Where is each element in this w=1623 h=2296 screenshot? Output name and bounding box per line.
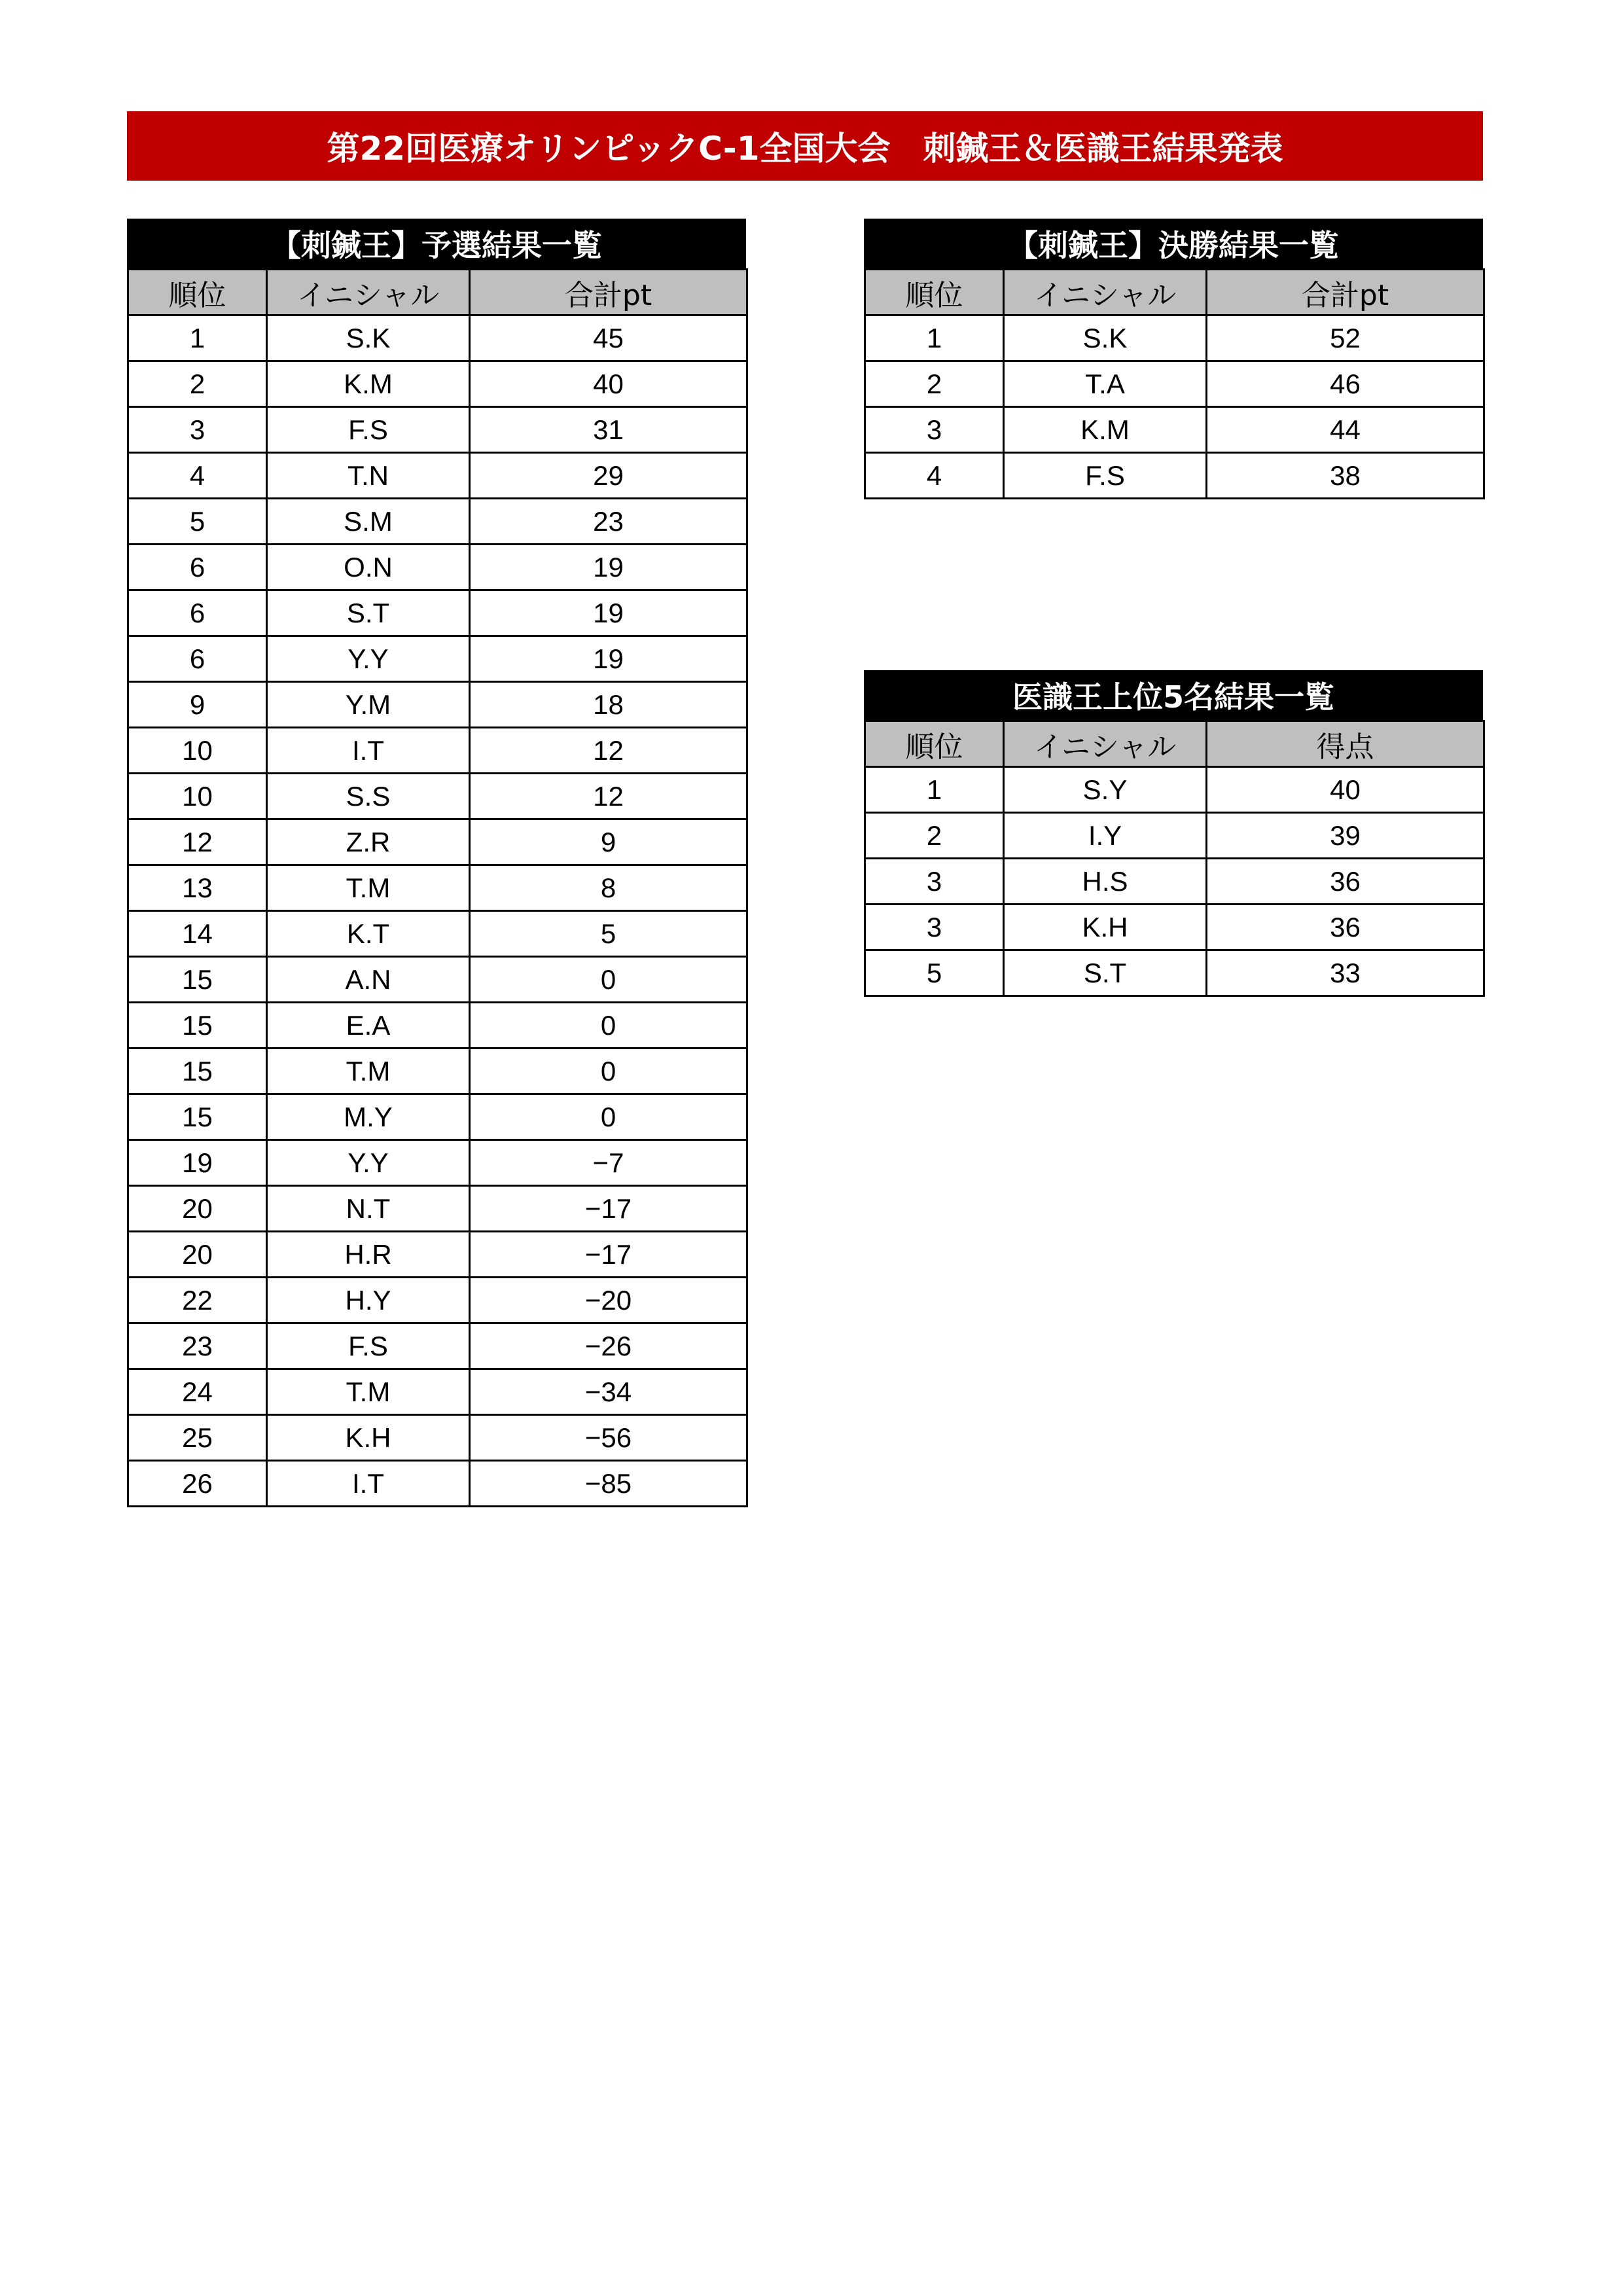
initials-cell: T.M [267, 865, 470, 911]
score-cell: −56 [470, 1415, 747, 1461]
table-header-row [128, 270, 747, 315]
table-row [128, 819, 747, 865]
table-row [865, 315, 1484, 361]
initials-cell: I.Y [1004, 813, 1207, 859]
score-cell: 0 [470, 1049, 747, 1094]
prelim-results-block [127, 219, 746, 1507]
initials-cell: A.N [267, 957, 470, 1003]
prelim-results-table [127, 268, 748, 1507]
table-row [865, 767, 1484, 813]
rank-cell: 3 [865, 905, 1004, 950]
initials-cell: O.N [267, 545, 470, 590]
initials-cell: K.H [267, 1415, 470, 1461]
rank-cell: 10 [128, 728, 267, 774]
ishiki-results-table [864, 720, 1485, 997]
initials-cell: Y.M [267, 682, 470, 728]
column-header: イニシャル [1004, 721, 1207, 767]
score-cell: −17 [470, 1186, 747, 1232]
rank-cell: 14 [128, 911, 267, 957]
table-row [128, 774, 747, 819]
rank-cell: 23 [128, 1323, 267, 1369]
column-header: イニシャル [1004, 270, 1207, 315]
initials-cell: I.T [267, 728, 470, 774]
score-cell: 12 [470, 774, 747, 819]
score-cell: −85 [470, 1461, 747, 1507]
rank-cell: 1 [128, 315, 267, 361]
table-row [865, 453, 1484, 499]
score-cell: 29 [470, 453, 747, 499]
score-cell: −34 [470, 1369, 747, 1415]
table-row [128, 407, 747, 453]
table-row [128, 590, 747, 636]
rank-cell: 20 [128, 1232, 267, 1278]
table-header-row [865, 270, 1484, 315]
table-row [128, 315, 747, 361]
rank-cell: 3 [865, 407, 1004, 453]
table-header-row [865, 721, 1484, 767]
page-title-banner [127, 111, 1483, 181]
table-row [128, 1461, 747, 1507]
table-row [128, 1003, 747, 1049]
final-results-title: 【刺鍼王】決勝結果一覧 [864, 219, 1483, 268]
initials-cell: S.T [1004, 950, 1207, 996]
table-row [128, 1140, 747, 1186]
initials-cell: S.T [267, 590, 470, 636]
table-row [128, 1094, 747, 1140]
initials-cell: K.H [1004, 905, 1207, 950]
table-row [865, 859, 1484, 905]
rank-cell: 26 [128, 1461, 267, 1507]
initials-cell: K.M [1004, 407, 1207, 453]
page-title: 第22回医療オリンピックC-1全国大会 刺鍼王＆医識王結果発表 [327, 130, 1283, 168]
initials-cell: E.A [267, 1003, 470, 1049]
score-cell: −17 [470, 1232, 747, 1278]
table-row [128, 499, 747, 545]
score-cell: −26 [470, 1323, 747, 1369]
initials-cell: S.K [1004, 315, 1207, 361]
table-row [128, 1278, 747, 1323]
initials-cell: S.M [267, 499, 470, 545]
column-header: 合計pt [470, 270, 747, 315]
column-header: イニシャル [267, 270, 470, 315]
table-row [128, 911, 747, 957]
table-row [128, 682, 747, 728]
score-cell: 40 [470, 361, 747, 407]
table-row [865, 407, 1484, 453]
rank-cell: 6 [128, 545, 267, 590]
column-header: 順位 [128, 270, 267, 315]
rank-cell: 1 [865, 315, 1004, 361]
initials-cell: T.M [267, 1049, 470, 1094]
rank-cell: 20 [128, 1186, 267, 1232]
table-row [128, 1186, 747, 1232]
score-cell: 0 [470, 1094, 747, 1140]
column-header: 合計pt [1207, 270, 1484, 315]
initials-cell: F.S [1004, 453, 1207, 499]
rank-cell: 15 [128, 1003, 267, 1049]
rank-cell: 2 [128, 361, 267, 407]
rank-cell: 6 [128, 590, 267, 636]
rank-cell: 12 [128, 819, 267, 865]
table-row [865, 813, 1484, 859]
table-row [865, 905, 1484, 950]
score-cell: 23 [470, 499, 747, 545]
score-cell: 33 [1207, 950, 1484, 996]
table-row [128, 361, 747, 407]
ishiki-results-block [864, 670, 1483, 997]
table-row [128, 636, 747, 682]
initials-cell: K.M [267, 361, 470, 407]
rank-cell: 2 [865, 361, 1004, 407]
score-cell: 38 [1207, 453, 1484, 499]
table-row [128, 545, 747, 590]
prelim-results-title: 【刺鍼王】予選結果一覧 [127, 219, 746, 268]
initials-cell: S.K [267, 315, 470, 361]
score-cell: 5 [470, 911, 747, 957]
table-row [128, 957, 747, 1003]
score-cell: 44 [1207, 407, 1484, 453]
initials-cell: Y.Y [267, 636, 470, 682]
table-row [128, 1323, 747, 1369]
rank-cell: 6 [128, 636, 267, 682]
table-row [128, 728, 747, 774]
score-cell: 18 [470, 682, 747, 728]
score-cell: 0 [470, 957, 747, 1003]
rank-cell: 15 [128, 1094, 267, 1140]
score-cell: 8 [470, 865, 747, 911]
score-cell: 45 [470, 315, 747, 361]
score-cell: 36 [1207, 905, 1484, 950]
score-cell: 46 [1207, 361, 1484, 407]
column-header: 得点 [1207, 721, 1484, 767]
rank-cell: 5 [128, 499, 267, 545]
rank-cell: 22 [128, 1278, 267, 1323]
table-row [128, 1415, 747, 1461]
score-cell: 19 [470, 545, 747, 590]
score-cell: 19 [470, 636, 747, 682]
initials-cell: F.S [267, 1323, 470, 1369]
initials-cell: N.T [267, 1186, 470, 1232]
score-cell: 19 [470, 590, 747, 636]
initials-cell: F.S [267, 407, 470, 453]
final-results-block [864, 219, 1483, 499]
score-cell: 12 [470, 728, 747, 774]
table-row [128, 1232, 747, 1278]
table-row [128, 1049, 747, 1094]
rank-cell: 15 [128, 957, 267, 1003]
rank-cell: 19 [128, 1140, 267, 1186]
rank-cell: 2 [865, 813, 1004, 859]
column-header: 順位 [865, 270, 1004, 315]
rank-cell: 13 [128, 865, 267, 911]
score-cell: 36 [1207, 859, 1484, 905]
table-row [128, 1369, 747, 1415]
rank-cell: 3 [865, 859, 1004, 905]
score-cell: −20 [470, 1278, 747, 1323]
rank-cell: 3 [128, 407, 267, 453]
score-cell: 52 [1207, 315, 1484, 361]
table-row [128, 865, 747, 911]
table-row [865, 950, 1484, 996]
rank-cell: 4 [128, 453, 267, 499]
initials-cell: Y.Y [267, 1140, 470, 1186]
initials-cell: Z.R [267, 819, 470, 865]
rank-cell: 24 [128, 1369, 267, 1415]
rank-cell: 10 [128, 774, 267, 819]
initials-cell: T.M [267, 1369, 470, 1415]
score-cell: 0 [470, 1003, 747, 1049]
rank-cell: 4 [865, 453, 1004, 499]
initials-cell: M.Y [267, 1094, 470, 1140]
table-row [128, 453, 747, 499]
score-cell: 9 [470, 819, 747, 865]
initials-cell: H.S [1004, 859, 1207, 905]
rank-cell: 25 [128, 1415, 267, 1461]
rank-cell: 5 [865, 950, 1004, 996]
initials-cell: T.A [1004, 361, 1207, 407]
score-cell: −7 [470, 1140, 747, 1186]
score-cell: 31 [470, 407, 747, 453]
initials-cell: I.T [267, 1461, 470, 1507]
rank-cell: 15 [128, 1049, 267, 1094]
initials-cell: T.N [267, 453, 470, 499]
final-results-table [864, 268, 1485, 499]
table-row [865, 361, 1484, 407]
score-cell: 39 [1207, 813, 1484, 859]
ishiki-results-title: 医識王上位5名結果一覧 [864, 670, 1483, 720]
initials-cell: K.T [267, 911, 470, 957]
initials-cell: S.Y [1004, 767, 1207, 813]
initials-cell: S.S [267, 774, 470, 819]
initials-cell: H.Y [267, 1278, 470, 1323]
rank-cell: 1 [865, 767, 1004, 813]
initials-cell: H.R [267, 1232, 470, 1278]
score-cell: 40 [1207, 767, 1484, 813]
column-header: 順位 [865, 721, 1004, 767]
rank-cell: 9 [128, 682, 267, 728]
